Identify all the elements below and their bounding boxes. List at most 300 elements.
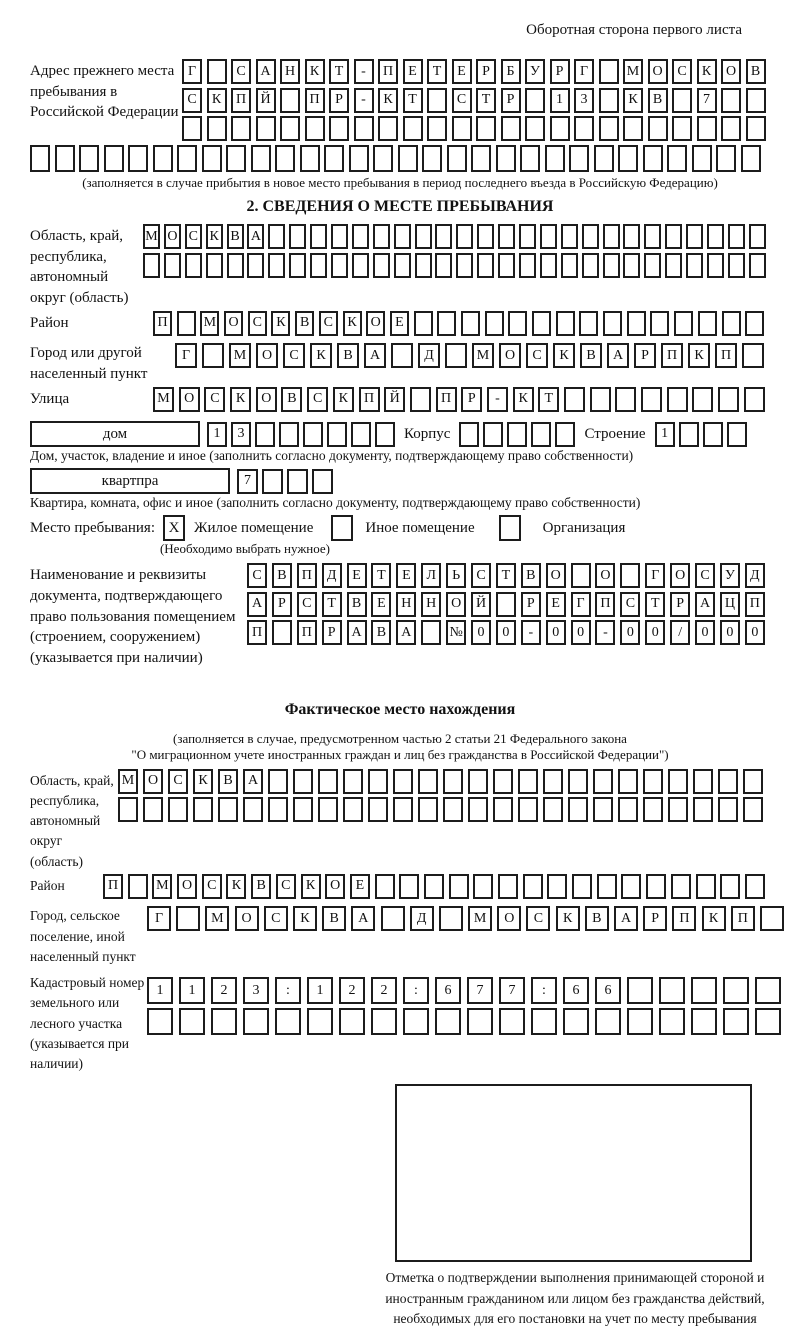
checkbox-organization[interactable]	[499, 515, 521, 541]
char-cell[interactable]: Е	[350, 874, 370, 899]
char-cell[interactable]: 7	[467, 977, 493, 1004]
char-cell[interactable]: 6	[435, 977, 461, 1004]
char-cell[interactable]: Р	[670, 592, 690, 617]
char-cell[interactable]	[456, 224, 473, 249]
char-cell[interactable]	[445, 343, 467, 368]
char-cell[interactable]: П	[297, 563, 317, 588]
char-cell[interactable]: 2	[211, 977, 237, 1004]
char-cell[interactable]	[289, 224, 306, 249]
char-cell[interactable]: В	[251, 874, 271, 899]
char-cell[interactable]	[550, 116, 570, 141]
char-cell[interactable]: А	[256, 59, 276, 84]
char-cell[interactable]: 0	[620, 620, 640, 645]
char-cell[interactable]: /	[670, 620, 690, 645]
char-cell[interactable]: Е	[452, 59, 472, 84]
char-cell[interactable]: А	[695, 592, 715, 617]
char-cell[interactable]	[318, 797, 338, 822]
char-cell[interactable]	[743, 797, 763, 822]
char-cell[interactable]: 1	[147, 977, 173, 1004]
char-cell[interactable]: К	[293, 906, 317, 931]
char-cell[interactable]: О	[499, 343, 521, 368]
char-cell[interactable]	[696, 874, 716, 899]
char-cell[interactable]: П	[731, 906, 755, 931]
char-cell[interactable]	[331, 224, 348, 249]
char-cell[interactable]	[467, 1008, 493, 1035]
char-cell[interactable]	[339, 1008, 365, 1035]
char-cell[interactable]	[168, 797, 188, 822]
char-cell[interactable]: О	[235, 906, 259, 931]
char-cell[interactable]	[496, 592, 516, 617]
char-cell[interactable]: М	[205, 906, 229, 931]
char-cell[interactable]	[668, 769, 688, 794]
char-cell[interactable]	[177, 145, 197, 172]
char-cell[interactable]	[618, 145, 638, 172]
char-cell[interactable]: В	[337, 343, 359, 368]
char-cell[interactable]: М	[118, 769, 138, 794]
char-cell[interactable]	[477, 224, 494, 249]
char-cell[interactable]	[563, 1008, 589, 1035]
char-cell[interactable]	[193, 797, 213, 822]
char-cell[interactable]	[468, 797, 488, 822]
char-cell[interactable]: А	[247, 224, 264, 249]
char-cell[interactable]	[627, 311, 646, 336]
char-cell[interactable]	[305, 116, 325, 141]
char-cell[interactable]	[547, 874, 567, 899]
char-cell[interactable]	[176, 906, 200, 931]
char-cell[interactable]: П	[305, 88, 325, 113]
char-cell[interactable]	[415, 253, 432, 278]
char-cell[interactable]: П	[378, 59, 398, 84]
char-cell[interactable]	[373, 145, 393, 172]
char-cell[interactable]	[755, 977, 781, 1004]
char-cell[interactable]: А	[614, 906, 638, 931]
char-cell[interactable]	[421, 620, 441, 645]
char-cell[interactable]: Е	[396, 563, 416, 588]
char-cell[interactable]	[531, 1008, 557, 1035]
char-cell[interactable]: Г	[175, 343, 197, 368]
char-cell[interactable]	[293, 769, 313, 794]
char-cell[interactable]: Р	[550, 59, 570, 84]
char-cell[interactable]: Т	[322, 592, 342, 617]
checkbox-residential[interactable]: X	[163, 515, 185, 541]
char-cell[interactable]	[593, 769, 613, 794]
char-cell[interactable]: К	[378, 88, 398, 113]
char-cell[interactable]	[723, 977, 749, 1004]
char-cell[interactable]: С	[526, 906, 550, 931]
char-cell[interactable]: В	[295, 311, 314, 336]
char-cell[interactable]	[519, 253, 536, 278]
char-cell[interactable]	[749, 224, 766, 249]
char-cell[interactable]	[572, 874, 592, 899]
char-cell[interactable]: 2	[339, 977, 365, 1004]
char-cell[interactable]: К	[230, 387, 251, 412]
char-cell[interactable]: С	[185, 224, 202, 249]
char-cell[interactable]	[501, 116, 521, 141]
char-cell[interactable]	[418, 797, 438, 822]
char-cell[interactable]	[561, 253, 578, 278]
char-cell[interactable]: Н	[421, 592, 441, 617]
char-cell[interactable]	[262, 469, 283, 494]
char-cell[interactable]	[742, 343, 764, 368]
char-cell[interactable]	[650, 311, 669, 336]
char-cell[interactable]: 1	[655, 422, 675, 447]
char-cell[interactable]: В	[227, 224, 244, 249]
char-cell[interactable]	[721, 88, 741, 113]
char-cell[interactable]	[599, 116, 619, 141]
char-cell[interactable]: С	[182, 88, 202, 113]
char-cell[interactable]	[207, 116, 227, 141]
char-cell[interactable]	[644, 253, 661, 278]
char-cell[interactable]: П	[745, 592, 765, 617]
char-cell[interactable]	[568, 797, 588, 822]
char-cell[interactable]: О	[256, 387, 277, 412]
char-cell[interactable]: С	[672, 59, 692, 84]
char-cell[interactable]	[289, 253, 306, 278]
char-cell[interactable]: 7	[237, 469, 258, 494]
char-cell[interactable]	[741, 145, 761, 172]
char-cell[interactable]: Р	[501, 88, 521, 113]
char-cell[interactable]: Е	[403, 59, 423, 84]
char-cell[interactable]	[646, 874, 666, 899]
char-cell[interactable]: Г	[147, 906, 171, 931]
char-cell[interactable]: :	[531, 977, 557, 1004]
char-cell[interactable]: О	[325, 874, 345, 899]
char-cell[interactable]	[211, 1008, 237, 1035]
char-cell[interactable]: К	[623, 88, 643, 113]
char-cell[interactable]	[147, 1008, 173, 1035]
char-cell[interactable]	[691, 1008, 717, 1035]
char-cell[interactable]: С	[231, 59, 251, 84]
char-cell[interactable]	[391, 343, 413, 368]
char-cell[interactable]	[368, 769, 388, 794]
char-cell[interactable]	[745, 311, 764, 336]
char-cell[interactable]: У	[525, 59, 545, 84]
char-cell[interactable]: С	[276, 874, 296, 899]
char-cell[interactable]: В	[746, 59, 766, 84]
char-cell[interactable]	[398, 145, 418, 172]
char-cell[interactable]	[310, 253, 327, 278]
char-cell[interactable]: П	[661, 343, 683, 368]
char-cell[interactable]: В	[580, 343, 602, 368]
char-cell[interactable]	[520, 145, 540, 172]
char-cell[interactable]: Й	[471, 592, 491, 617]
checkbox-other-premises[interactable]	[331, 515, 353, 541]
char-cell[interactable]	[686, 253, 703, 278]
char-cell[interactable]	[698, 311, 717, 336]
char-cell[interactable]	[371, 1008, 397, 1035]
char-cell[interactable]: К	[513, 387, 534, 412]
char-cell[interactable]	[728, 224, 745, 249]
char-cell[interactable]: Т	[371, 563, 391, 588]
char-cell[interactable]: Р	[476, 59, 496, 84]
char-cell[interactable]	[498, 224, 515, 249]
char-cell[interactable]	[243, 797, 263, 822]
char-cell[interactable]	[623, 224, 640, 249]
char-cell[interactable]: Р	[643, 906, 667, 931]
char-cell[interactable]: М	[229, 343, 251, 368]
char-cell[interactable]: С	[695, 563, 715, 588]
char-cell[interactable]: С	[319, 311, 338, 336]
char-cell[interactable]	[202, 343, 224, 368]
char-cell[interactable]: К	[310, 343, 332, 368]
char-cell[interactable]	[202, 145, 222, 172]
char-cell[interactable]	[603, 311, 622, 336]
char-cell[interactable]	[671, 874, 691, 899]
char-cell[interactable]	[499, 1008, 525, 1035]
char-cell[interactable]	[564, 387, 585, 412]
char-cell[interactable]: О	[497, 906, 521, 931]
char-cell[interactable]: 0	[546, 620, 566, 645]
char-cell[interactable]: В	[648, 88, 668, 113]
char-cell[interactable]: -	[354, 59, 374, 84]
char-cell[interactable]	[668, 797, 688, 822]
char-cell[interactable]	[755, 1008, 781, 1035]
char-cell[interactable]	[623, 116, 643, 141]
char-cell[interactable]	[275, 1008, 301, 1035]
char-cell[interactable]	[493, 797, 513, 822]
char-cell[interactable]: Е	[347, 563, 367, 588]
char-cell[interactable]	[243, 1008, 269, 1035]
char-cell[interactable]	[595, 1008, 621, 1035]
char-cell[interactable]: П	[153, 311, 172, 336]
char-cell[interactable]: К	[697, 59, 717, 84]
char-cell[interactable]	[599, 88, 619, 113]
char-cell[interactable]: Е	[371, 592, 391, 617]
char-cell[interactable]: В	[347, 592, 367, 617]
char-cell[interactable]	[545, 145, 565, 172]
char-cell[interactable]	[307, 1008, 333, 1035]
char-cell[interactable]: М	[468, 906, 492, 931]
char-cell[interactable]	[519, 224, 536, 249]
char-cell[interactable]: М	[152, 874, 172, 899]
char-cell[interactable]: П	[436, 387, 457, 412]
char-cell[interactable]	[182, 116, 202, 141]
char-cell[interactable]: В	[371, 620, 391, 645]
char-cell[interactable]: 3	[231, 422, 251, 447]
char-cell[interactable]	[439, 906, 463, 931]
char-cell[interactable]	[79, 145, 99, 172]
char-cell[interactable]: 0	[745, 620, 765, 645]
char-cell[interactable]	[452, 116, 472, 141]
char-cell[interactable]	[627, 977, 653, 1004]
char-cell[interactable]	[476, 116, 496, 141]
char-cell[interactable]	[352, 253, 369, 278]
char-cell[interactable]	[329, 116, 349, 141]
char-cell[interactable]	[718, 769, 738, 794]
char-cell[interactable]: Т	[329, 59, 349, 84]
char-cell[interactable]	[449, 874, 469, 899]
char-cell[interactable]: С	[168, 769, 188, 794]
char-cell[interactable]: К	[556, 906, 580, 931]
char-cell[interactable]: О	[256, 343, 278, 368]
char-cell[interactable]	[435, 253, 452, 278]
char-cell[interactable]: Ц	[720, 592, 740, 617]
char-cell[interactable]	[749, 253, 766, 278]
char-cell[interactable]: Т	[427, 59, 447, 84]
char-cell[interactable]	[312, 469, 333, 494]
char-cell[interactable]	[415, 224, 432, 249]
char-cell[interactable]	[324, 145, 344, 172]
char-cell[interactable]	[164, 253, 181, 278]
char-cell[interactable]	[331, 253, 348, 278]
char-cell[interactable]: А	[351, 906, 375, 931]
char-cell[interactable]	[507, 422, 527, 447]
char-cell[interactable]	[722, 311, 741, 336]
char-cell[interactable]: Г	[574, 59, 594, 84]
char-cell[interactable]	[280, 88, 300, 113]
char-cell[interactable]: Д	[418, 343, 440, 368]
char-cell[interactable]: О	[177, 874, 197, 899]
char-cell[interactable]	[477, 253, 494, 278]
char-cell[interactable]: К	[553, 343, 575, 368]
char-cell[interactable]: М	[200, 311, 219, 336]
char-cell[interactable]	[493, 769, 513, 794]
char-cell[interactable]	[375, 422, 395, 447]
char-cell[interactable]: Т	[476, 88, 496, 113]
char-cell[interactable]	[508, 311, 527, 336]
char-cell[interactable]	[351, 422, 371, 447]
char-cell[interactable]	[279, 422, 299, 447]
char-cell[interactable]	[727, 422, 747, 447]
char-cell[interactable]: 0	[571, 620, 591, 645]
char-cell[interactable]	[427, 116, 447, 141]
char-cell[interactable]	[574, 116, 594, 141]
char-cell[interactable]: 0	[695, 620, 715, 645]
char-cell[interactable]	[256, 116, 276, 141]
char-cell[interactable]	[394, 224, 411, 249]
char-cell[interactable]	[327, 422, 347, 447]
char-cell[interactable]: Р	[634, 343, 656, 368]
char-cell[interactable]: О	[366, 311, 385, 336]
char-cell[interactable]: :	[403, 977, 429, 1004]
char-cell[interactable]: Е	[390, 311, 409, 336]
char-cell[interactable]: Й	[384, 387, 405, 412]
char-cell[interactable]: П	[595, 592, 615, 617]
char-cell[interactable]	[568, 769, 588, 794]
char-cell[interactable]	[718, 387, 739, 412]
char-cell[interactable]	[643, 145, 663, 172]
char-cell[interactable]	[672, 116, 692, 141]
char-cell[interactable]: Н	[396, 592, 416, 617]
char-cell[interactable]	[424, 874, 444, 899]
char-cell[interactable]: Е	[546, 592, 566, 617]
char-cell[interactable]: А	[396, 620, 416, 645]
char-cell[interactable]	[674, 311, 693, 336]
char-cell[interactable]	[287, 469, 308, 494]
char-cell[interactable]: О	[164, 224, 181, 249]
char-cell[interactable]	[456, 253, 473, 278]
char-cell[interactable]: П	[231, 88, 251, 113]
char-cell[interactable]: К	[702, 906, 726, 931]
char-cell[interactable]: Ь	[446, 563, 466, 588]
char-cell[interactable]	[394, 253, 411, 278]
char-cell[interactable]: К	[226, 874, 246, 899]
char-cell[interactable]	[686, 224, 703, 249]
char-cell[interactable]: 1	[207, 422, 227, 447]
char-cell[interactable]: С	[202, 874, 222, 899]
char-cell[interactable]	[231, 116, 251, 141]
char-cell[interactable]: -	[487, 387, 508, 412]
char-cell[interactable]	[143, 797, 163, 822]
char-cell[interactable]	[104, 145, 124, 172]
char-cell[interactable]	[435, 1008, 461, 1035]
char-cell[interactable]	[667, 387, 688, 412]
char-cell[interactable]	[593, 797, 613, 822]
char-cell[interactable]	[227, 253, 244, 278]
char-cell[interactable]	[185, 253, 202, 278]
char-cell[interactable]	[679, 422, 699, 447]
char-cell[interactable]: О	[595, 563, 615, 588]
char-cell[interactable]	[691, 977, 717, 1004]
char-cell[interactable]: В	[281, 387, 302, 412]
char-cell[interactable]: Р	[461, 387, 482, 412]
char-cell[interactable]	[597, 874, 617, 899]
char-cell[interactable]: К	[343, 311, 362, 336]
char-cell[interactable]: Р	[329, 88, 349, 113]
char-cell[interactable]: П	[103, 874, 123, 899]
char-cell[interactable]	[603, 224, 620, 249]
char-cell[interactable]	[393, 797, 413, 822]
char-cell[interactable]	[744, 387, 765, 412]
char-cell[interactable]	[399, 874, 419, 899]
char-cell[interactable]	[206, 253, 223, 278]
char-cell[interactable]	[381, 906, 405, 931]
char-cell[interactable]: П	[715, 343, 737, 368]
char-cell[interactable]	[496, 145, 516, 172]
char-cell[interactable]: 3	[243, 977, 269, 1004]
char-cell[interactable]	[746, 116, 766, 141]
char-cell[interactable]: 1	[179, 977, 205, 1004]
char-cell[interactable]	[641, 387, 662, 412]
char-cell[interactable]	[582, 253, 599, 278]
char-cell[interactable]	[410, 387, 431, 412]
char-cell[interactable]	[403, 116, 423, 141]
char-cell[interactable]: С	[283, 343, 305, 368]
char-cell[interactable]	[621, 874, 641, 899]
char-cell[interactable]: В	[218, 769, 238, 794]
char-cell[interactable]: Д	[410, 906, 434, 931]
char-cell[interactable]: Й	[256, 88, 276, 113]
char-cell[interactable]	[437, 311, 456, 336]
char-cell[interactable]	[275, 145, 295, 172]
char-cell[interactable]	[498, 253, 515, 278]
char-cell[interactable]	[179, 1008, 205, 1035]
char-cell[interactable]: С	[471, 563, 491, 588]
char-cell[interactable]	[318, 769, 338, 794]
char-cell[interactable]	[693, 769, 713, 794]
char-cell[interactable]: С	[204, 387, 225, 412]
char-cell[interactable]: Д	[322, 563, 342, 588]
char-cell[interactable]: Д	[745, 563, 765, 588]
char-cell[interactable]	[555, 422, 575, 447]
char-cell[interactable]	[300, 145, 320, 172]
char-cell[interactable]: С	[264, 906, 288, 931]
char-cell[interactable]	[207, 59, 227, 84]
char-cell[interactable]	[561, 224, 578, 249]
char-cell[interactable]	[343, 797, 363, 822]
char-cell[interactable]: П	[359, 387, 380, 412]
char-cell[interactable]: Г	[645, 563, 665, 588]
char-cell[interactable]	[473, 874, 493, 899]
char-cell[interactable]	[280, 116, 300, 141]
char-cell[interactable]: О	[446, 592, 466, 617]
char-cell[interactable]	[648, 116, 668, 141]
char-cell[interactable]	[543, 797, 563, 822]
char-cell[interactable]	[707, 253, 724, 278]
char-cell[interactable]: М	[623, 59, 643, 84]
char-cell[interactable]: К	[207, 88, 227, 113]
char-cell[interactable]	[525, 88, 545, 113]
